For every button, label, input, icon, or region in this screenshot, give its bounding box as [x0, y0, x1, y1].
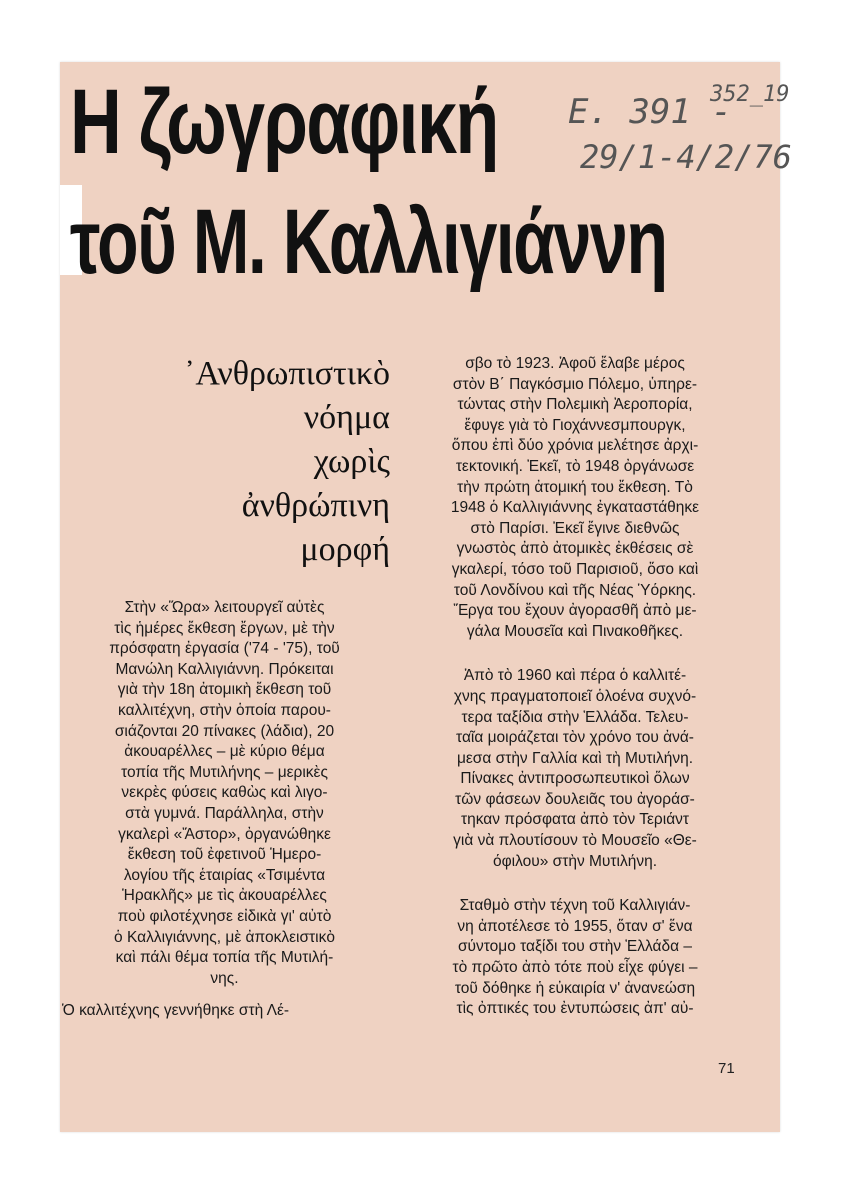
text-line: τὶς ἡμέρες ἔκθεση ἔργων, μὲ τὴν	[114, 619, 335, 637]
text-line: Ἀπὸ τὸ 1960 καὶ πέρα ὁ καλλιτέ-	[463, 667, 687, 685]
text-line: γνωστὸς ἀπὸ ἀτομικὲς ἐκθέσεις σὲ	[456, 540, 694, 558]
handwritten-reference: Ε. 391 -	[568, 92, 732, 132]
text-line: τώντας στὴν Πολεμικὴ Ἀεροπορία,	[457, 396, 693, 414]
handwritten-reference-2: 352_19	[710, 82, 790, 107]
text-line: 1948 ὁ Καλλιγιάννης ἐγκαταστάθηκε	[450, 499, 700, 517]
text-line: τοπία τῆς Μυτιλήνης – μερικὲς	[121, 763, 328, 781]
article-subtitle	[100, 352, 390, 572]
text-line: γάλα Μουσεῖα καὶ Πινακοθῆκες.	[466, 622, 684, 640]
text-line: Ἡρακλῆς» με τὶς ἀκουαρέλλες	[122, 887, 327, 905]
text-line: σβο τὸ 1923. Ἀφοῦ ἔλαβε μέρος	[465, 355, 685, 372]
text-line: σύντομο ταξίδι του στὴν Ἑλλάδα –	[457, 938, 693, 956]
text-line: νεκρὲς φύσεις καθὼς καὶ λιγο-	[121, 784, 328, 802]
right-paragraph-c	[400, 896, 750, 1020]
text-line: ἔκθεση τοῦ ἐφετινοῦ Ἡμερο-	[127, 846, 322, 864]
left-paragraph-2	[62, 1001, 387, 1022]
text-line: καὶ πάλι θέμα τοπία τῆς Μυτιλή-	[115, 949, 334, 967]
text-line: νης.	[210, 969, 239, 987]
text-line: στὸν Β΄ Παγκόσμιο Πόλεμο, ὑπηρε-	[452, 375, 698, 393]
text-line: τερα ταξίδια στὴν Ἑλλάδα. Τελευ-	[461, 708, 689, 726]
subtitle-line: ᾿Ανθρωπιστικὸ	[184, 355, 390, 392]
text-line: πρόσφατη ἐργασία ('74 - '75), τοῦ	[109, 640, 340, 658]
text-line: χνης πραγματοποιεῖ ὁλοένα συχνό-	[453, 687, 697, 705]
handwritten-dates: 29/1-4/2/76	[580, 138, 792, 176]
text-line: ποὺ φιλοτέχνησε εἰδικὰ γι' αὐτὸ	[117, 907, 332, 925]
text-line: γιὰ νὰ πλουτίσουν τὸ Μουσεῖο «Θε-	[453, 832, 697, 850]
subtitle-line: μορφή	[300, 531, 390, 568]
text-line: ὁ Καλλιγιάννης, μὲ ἀποκλειστικὸ	[114, 928, 335, 946]
text-line: Ἔργα του ἔχουν ἀγορασθῆ ἀπὸ με-	[453, 602, 697, 620]
text-line: Ὁ καλλιτέχνης γεννήθηκε στὴ Λέ-	[62, 1002, 290, 1020]
text-line: σιάζονται 20 πίνακες (λάδια), 20	[114, 722, 335, 740]
text-line: Σταθμὸ στὴν τέχνη τοῦ Καλλιγιάν-	[459, 897, 691, 915]
page-number: 71	[718, 1060, 735, 1077]
text-line: τεκτονική. Ἐκεῖ, τὸ 1948 ὀργάνωσε	[455, 457, 695, 475]
text-line: τὴν πρώτη ἀτομική του ἔκθεση. Τὸ	[457, 478, 693, 496]
text-line: Στὴν «Ὥρα» λειτουργεῖ αὐτὲς	[124, 599, 325, 616]
right-paragraph-b	[400, 666, 750, 872]
text-line: γιὰ τὴν 18η ἀτομικὴ ἔκθεση τοῦ	[117, 681, 332, 699]
left-column	[62, 598, 387, 1022]
text-line: ταῖα μοιράζεται τὸν χρόνο του ἀνά-	[456, 729, 694, 747]
text-line: τηκαν πρόσφατα ἀπὸ τὸν Τεριάντ	[460, 811, 690, 829]
text-line: νη ἀποτέλεσε τὸ 1955, ὅταν σ' ἕνα	[457, 917, 693, 935]
text-line: Πίνακες ἀντιπροσωπευτικοὶ ὅλων	[460, 770, 690, 788]
text-line: λογίου τῆς ἑταιρίας «Τσιμέντα	[123, 866, 326, 884]
text-line: στὸ Παρίσι. Ἐκεῖ ἔγινε διεθνῶς	[470, 519, 680, 537]
text-line: τοῦ δόθηκε ἡ εὐκαιρία ν' ἀνανεώση	[454, 979, 696, 997]
subtitle-line: ἀνθρώπινη	[241, 487, 390, 524]
headline-line-1: Η ζωγραφική	[70, 71, 498, 173]
text-line: γκαλερί, τόσο τοῦ Παρισιοῦ, ὅσο καὶ	[451, 560, 699, 578]
text-line: Μανώλη Καλλιγιάννη. Πρόκειται	[115, 660, 334, 678]
text-line: τὸ πρῶτο ἀπὸ τότε ποὺ εἶχε φύγει –	[452, 959, 698, 977]
headline-line-2: τοῦ Μ. Καλλιγιάννη	[70, 191, 667, 293]
text-line: ἀκουαρέλλες – μὲ κύριο θέμα	[124, 743, 325, 761]
subtitle-line: χωρὶς	[313, 443, 390, 480]
right-column	[400, 354, 750, 1020]
text-line: ἔφυγε γιὰ τὸ Γιοχάννεσμπουργκ,	[464, 416, 686, 434]
text-line: ὅπου ἐπὶ δύο χρόνια μελέτησε ἀρχι-	[451, 437, 699, 455]
subtitle-line: νόημα	[303, 399, 390, 436]
text-line: στὰ γυμνά. Παράλληλα, στὴν	[125, 804, 324, 822]
left-paragraph-1	[62, 598, 387, 989]
text-line: τοῦ Λονδίνου καὶ τῆς Νέας Ὑόρκης.	[453, 581, 697, 599]
right-paragraph-a	[400, 354, 750, 642]
text-line: όφιλου» στὴν Μυτιλήνη.	[492, 852, 658, 870]
text-line: γκαλερὶ «Ἄστορ», ὀργανώθηκε	[118, 825, 331, 843]
text-line: τῶν φάσεων δουλειᾶς του ἀγοράσ-	[455, 790, 695, 808]
text-line: μεσα στὴν Γαλλία καὶ τὴ Μυτιλήνη.	[456, 749, 694, 767]
text-line: τὶς ὀπτικές του ἐντυπώσεις ἀπ' αὐ-	[456, 1000, 694, 1018]
text-line: καλλιτέχνη, στὴν ὁποία παρου-	[118, 701, 331, 719]
